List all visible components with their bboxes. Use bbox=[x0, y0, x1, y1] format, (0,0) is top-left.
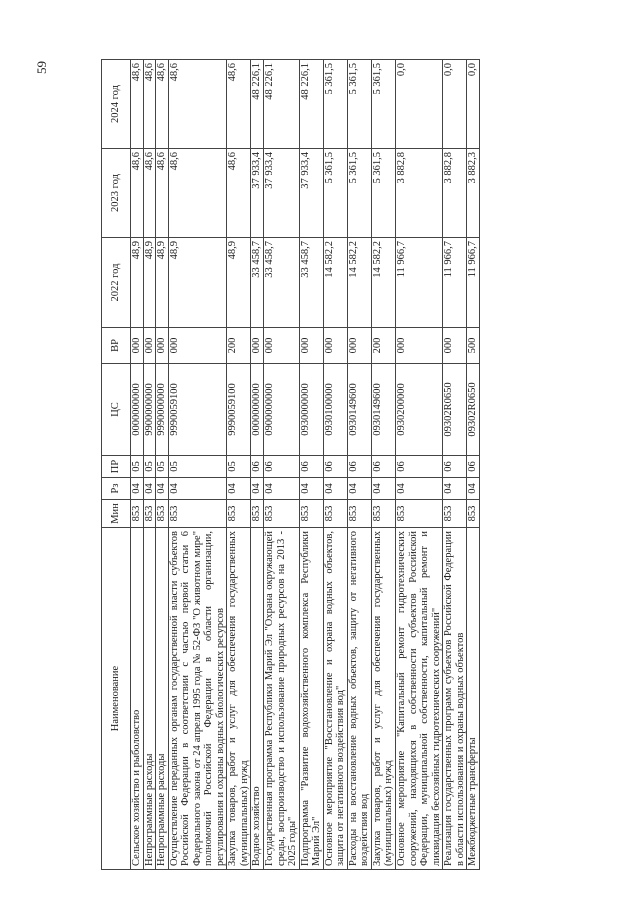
table-row bbox=[264, 60, 300, 870]
cell-name: Подпрограмма "Развитие водохозяйственного комплекса Республики Марий Эл" bbox=[299, 528, 323, 870]
cell-rz: 04 bbox=[131, 478, 144, 500]
cell-min: 853 bbox=[251, 500, 264, 528]
table-row bbox=[347, 60, 371, 870]
cell-name: Непрограммные расходы bbox=[156, 528, 169, 870]
cell-pr: 06 bbox=[264, 456, 300, 478]
table-row bbox=[227, 60, 251, 870]
cell-min: 853 bbox=[467, 500, 480, 528]
cell-min: 853 bbox=[143, 500, 156, 528]
cell-min: 853 bbox=[156, 500, 169, 528]
table-row bbox=[443, 60, 467, 870]
cell-vr: 200 bbox=[371, 328, 395, 364]
cell-min: 853 bbox=[347, 500, 371, 528]
cell-rz: 04 bbox=[251, 478, 264, 500]
table-row bbox=[131, 60, 144, 870]
cell-2023: 48,6 bbox=[131, 149, 144, 238]
cell-pr: 06 bbox=[396, 456, 443, 478]
header-cs: ЦС bbox=[102, 364, 131, 456]
cell-rz: 04 bbox=[467, 478, 480, 500]
header-rz: Рз bbox=[102, 478, 131, 500]
cell-2022: 48,9 bbox=[156, 238, 169, 328]
cell-cs: 9900000000 bbox=[143, 364, 156, 456]
cell-cs: 0930149600 bbox=[347, 364, 371, 456]
cell-rz: 04 bbox=[168, 478, 227, 500]
cell-cs: 0930100000 bbox=[323, 364, 347, 456]
cell-name: Основное мероприятие "Восстановление и охрана водных объектов, защита от негативного воздействия вод" bbox=[323, 528, 347, 870]
cell-name: Основное мероприятие "Капитальный ремонт гидротехнических сооружений, находящихся в собственности субъектов Российской Федерации, муниципальной собственности, капитальный ремонт и ликвидация бесхозяйных гидротехнических сооружений" bbox=[396, 528, 443, 870]
cell-2022: 33 458,7 bbox=[264, 238, 300, 328]
cell-cs: 9990000000 bbox=[156, 364, 169, 456]
cell-vr: 200 bbox=[227, 328, 251, 364]
cell-name: Государственная программа Республики Марий Эл "Охрана окружающей среды, воспроизводство и использование природных ресурсов на 2013 - 2025 годы" bbox=[264, 528, 300, 870]
cell-2022: 11 966,7 bbox=[443, 238, 467, 328]
cell-name: Непрограммные расходы bbox=[143, 528, 156, 870]
cell-vr: 000 bbox=[443, 328, 467, 364]
cell-2022: 48,9 bbox=[131, 238, 144, 328]
cell-min: 853 bbox=[131, 500, 144, 528]
cell-2024: 5 361,5 bbox=[347, 60, 371, 149]
table-row bbox=[156, 60, 169, 870]
header-vr: ВР bbox=[102, 328, 131, 364]
cell-cs: 0930200000 bbox=[396, 364, 443, 456]
cell-cs: 0930000000 bbox=[299, 364, 323, 456]
cell-pr: 05 bbox=[156, 456, 169, 478]
rotated-page-content bbox=[101, 60, 581, 870]
cell-pr: 06 bbox=[323, 456, 347, 478]
cell-2024: 48 226,1 bbox=[251, 60, 264, 149]
cell-name: Закупка товаров, работ и услуг для обеспечения государственных (муниципальных) нужд bbox=[227, 528, 251, 870]
cell-2024: 0,0 bbox=[467, 60, 480, 149]
cell-vr: 000 bbox=[143, 328, 156, 364]
header-2024: 2024 год bbox=[102, 60, 131, 149]
table-row bbox=[143, 60, 156, 870]
table-header-row bbox=[102, 60, 131, 870]
cell-rz: 04 bbox=[347, 478, 371, 500]
header-pr: ПР bbox=[102, 456, 131, 478]
cell-cs: 9990059100 bbox=[227, 364, 251, 456]
cell-2023: 37 933,4 bbox=[299, 149, 323, 238]
cell-pr: 05 bbox=[131, 456, 144, 478]
cell-min: 853 bbox=[323, 500, 347, 528]
cell-2022: 33 458,7 bbox=[299, 238, 323, 328]
cell-2022: 14 582,2 bbox=[347, 238, 371, 328]
cell-cs: 0930149600 bbox=[371, 364, 395, 456]
cell-2023: 3 882,3 bbox=[467, 149, 480, 238]
table-row bbox=[251, 60, 264, 870]
cell-rz: 04 bbox=[143, 478, 156, 500]
table-row bbox=[299, 60, 323, 870]
cell-pr: 06 bbox=[467, 456, 480, 478]
cell-2023: 3 882,8 bbox=[396, 149, 443, 238]
cell-pr: 06 bbox=[347, 456, 371, 478]
cell-2023: 37 933,4 bbox=[264, 149, 300, 238]
cell-2023: 37 933,4 bbox=[251, 149, 264, 238]
cell-vr: 000 bbox=[168, 328, 227, 364]
cell-rz: 04 bbox=[227, 478, 251, 500]
cell-2022: 14 582,2 bbox=[371, 238, 395, 328]
cell-pr: 06 bbox=[251, 456, 264, 478]
cell-vr: 500 bbox=[467, 328, 480, 364]
cell-pr: 06 bbox=[371, 456, 395, 478]
cell-vr: 000 bbox=[323, 328, 347, 364]
cell-2023: 48,6 bbox=[143, 149, 156, 238]
cell-2024: 48 226,1 bbox=[299, 60, 323, 149]
cell-rz: 04 bbox=[323, 478, 347, 500]
cell-name: Осуществление переданных органам государственной власти субъектов Российской Федерации в соответствии с частью первой статьи 6 Федерального закона от 24 апреля 1995 года № 52-ФЗ "О животном мире" полномочий Российской Федерации в области организации, регулирования и охраны водных биологических ресурсов bbox=[168, 528, 227, 870]
cell-min: 853 bbox=[371, 500, 395, 528]
table-row bbox=[168, 60, 227, 870]
cell-rz: 04 bbox=[396, 478, 443, 500]
cell-name: Межбюджетные трансферты bbox=[467, 528, 480, 870]
header-name: Наименование bbox=[102, 528, 131, 870]
cell-min: 853 bbox=[396, 500, 443, 528]
cell-pr: 05 bbox=[143, 456, 156, 478]
cell-min: 853 bbox=[264, 500, 300, 528]
cell-name: Закупка товаров, работ и услуг для обеспечения государственных (муниципальных) нужд bbox=[371, 528, 395, 870]
cell-2022: 14 582,2 bbox=[323, 238, 347, 328]
cell-2023: 5 361,5 bbox=[347, 149, 371, 238]
table-row bbox=[396, 60, 443, 870]
cell-min: 853 bbox=[227, 500, 251, 528]
cell-rz: 04 bbox=[264, 478, 300, 500]
page-number: 59 bbox=[34, 61, 49, 74]
table-row bbox=[323, 60, 347, 870]
cell-vr: 000 bbox=[156, 328, 169, 364]
cell-2023: 3 882,8 bbox=[443, 149, 467, 238]
cell-2023: 5 361,5 bbox=[323, 149, 347, 238]
cell-cs: 0000000000 bbox=[251, 364, 264, 456]
cell-2024: 48,6 bbox=[168, 60, 227, 149]
cell-rz: 04 bbox=[299, 478, 323, 500]
cell-2024: 48,6 bbox=[156, 60, 169, 149]
cell-2024: 0,0 bbox=[396, 60, 443, 149]
cell-rz: 04 bbox=[371, 478, 395, 500]
cell-2022: 48,9 bbox=[227, 238, 251, 328]
cell-rz: 04 bbox=[443, 478, 467, 500]
cell-2022: 48,9 bbox=[168, 238, 227, 328]
cell-vr: 000 bbox=[264, 328, 300, 364]
cell-name: Водное хозяйство bbox=[251, 528, 264, 870]
cell-2023: 48,6 bbox=[168, 149, 227, 238]
cell-vr: 000 bbox=[396, 328, 443, 364]
cell-pr: 06 bbox=[443, 456, 467, 478]
cell-vr: 000 bbox=[347, 328, 371, 364]
cell-min: 853 bbox=[443, 500, 467, 528]
cell-pr: 05 bbox=[168, 456, 227, 478]
budget-table bbox=[101, 59, 480, 870]
cell-cs: 09302R0650 bbox=[443, 364, 467, 456]
cell-2024: 5 361,5 bbox=[323, 60, 347, 149]
header-2023: 2023 год bbox=[102, 149, 131, 238]
cell-2023: 5 361,5 bbox=[371, 149, 395, 238]
cell-2024: 48 226,1 bbox=[264, 60, 300, 149]
cell-2023: 48,6 bbox=[227, 149, 251, 238]
cell-2024: 0,0 bbox=[443, 60, 467, 149]
header-2022: 2022 год bbox=[102, 238, 131, 328]
cell-vr: 000 bbox=[131, 328, 144, 364]
cell-pr: 06 bbox=[299, 456, 323, 478]
cell-2022: 11 966,7 bbox=[396, 238, 443, 328]
cell-2022: 33 458,7 bbox=[251, 238, 264, 328]
cell-cs: 09302R0650 bbox=[467, 364, 480, 456]
table-body bbox=[131, 60, 480, 870]
cell-cs: 9990059100 bbox=[168, 364, 227, 456]
cell-rz: 04 bbox=[156, 478, 169, 500]
cell-2024: 48,6 bbox=[131, 60, 144, 149]
cell-pr: 05 bbox=[227, 456, 251, 478]
cell-2022: 48,9 bbox=[143, 238, 156, 328]
cell-min: 853 bbox=[168, 500, 227, 528]
cell-vr: 000 bbox=[251, 328, 264, 364]
cell-min: 853 bbox=[299, 500, 323, 528]
cell-cs: 0900000000 bbox=[264, 364, 300, 456]
header-min: Мин bbox=[102, 500, 131, 528]
cell-2024: 48,6 bbox=[227, 60, 251, 149]
cell-name: Расходы на восстановление водных объектов, защиту от негативного воздействия вод bbox=[347, 528, 371, 870]
cell-2024: 48,6 bbox=[143, 60, 156, 149]
cell-cs: 0000000000 bbox=[131, 364, 144, 456]
cell-2023: 48,6 bbox=[156, 149, 169, 238]
cell-name: Реализация государственных программ субъектов Российской Федерации в области использования и охраны водных объектов bbox=[443, 528, 467, 870]
table-row bbox=[371, 60, 395, 870]
cell-2022: 11 966,7 bbox=[467, 238, 480, 328]
cell-2024: 5 361,5 bbox=[371, 60, 395, 149]
cell-vr: 000 bbox=[299, 328, 323, 364]
table-row bbox=[467, 60, 480, 870]
cell-name: Сельское хозяйство и рыболовство bbox=[131, 528, 144, 870]
